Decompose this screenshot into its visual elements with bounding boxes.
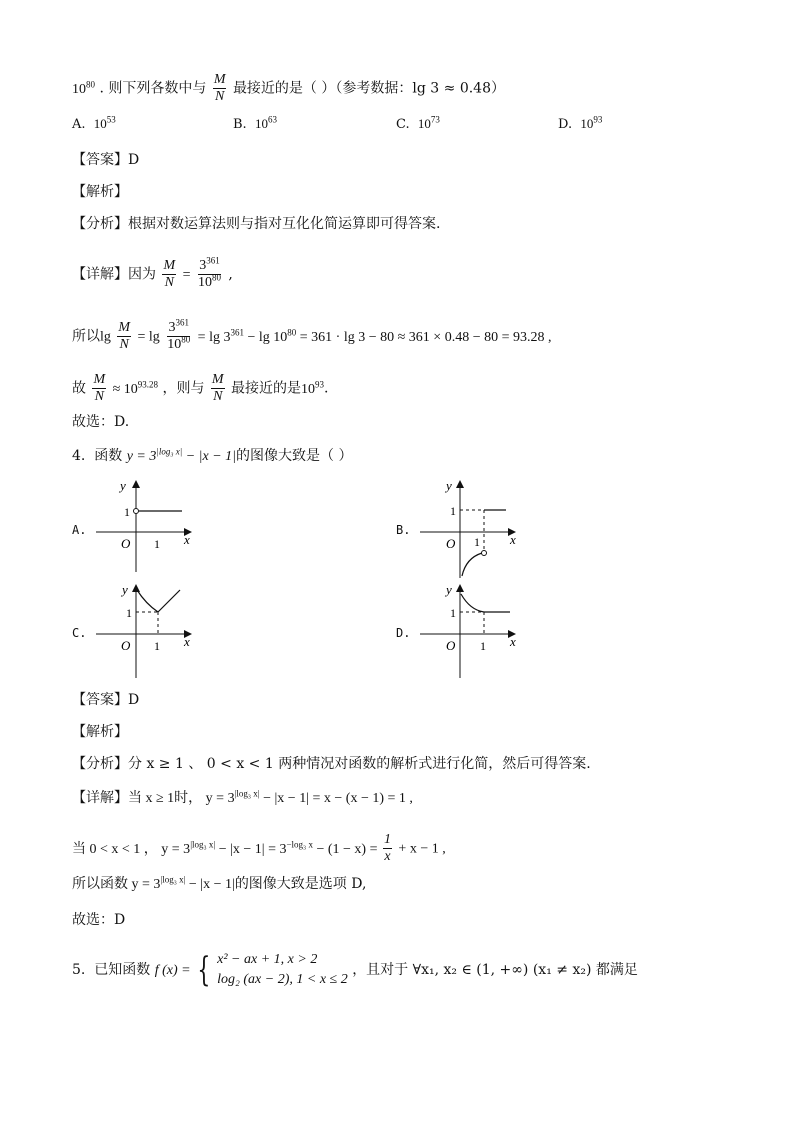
q4-xiangjie-line3: 所以函数 $y = 3^{|log_3 x|} - |x - 1|$的图像大致是选项 D, xyxy=(72,874,367,892)
svg-text:1: 1 xyxy=(126,606,132,620)
q4-option-d-label: D. xyxy=(396,626,411,640)
q4-analysis-heading: 【解析】 xyxy=(72,724,128,740)
svg-text:O: O xyxy=(121,536,131,551)
svg-text:1: 1 xyxy=(124,505,130,519)
svg-text:x: x xyxy=(184,634,190,649)
svg-text:y: y xyxy=(120,478,126,493)
q3-derivation: 所以lg $\frac{M}{N}$ = lg $\frac{3^{361}}{10^{80}}$ = $\lg 3^{361} - \lg 10^{80} = 361 \cdot \lg 3 - 80 \approx 361 \times 0.48 - 80 = 93.28$ , xyxy=(72,317,552,352)
svg-text:1: 1 xyxy=(154,537,160,551)
q3-choice: 故选：D. xyxy=(72,414,130,430)
q3-stem-text1: . 则下列各数中与 xyxy=(99,80,207,97)
q3-analysis-heading: 【解析】 xyxy=(72,184,128,200)
q3-stem-text2: 最接近的是（ ）（参考数据：lg 3 ≈ 0.48） xyxy=(232,80,505,97)
q3-option-c: C. $10^{73}$ xyxy=(396,114,440,132)
q5-piecewise: x² − ax + 1, x > 2 log₂ (ax − 2), 1 < x ≤ 2 xyxy=(217,952,348,987)
q4-xiangjie-line2: 当 0 < x < 1 ， $y = 3^{|log_3 x|} - |x - 1| = 3^{-log_3 x} - (1 - x)$ = $\frac{1}{x}$ + x − 1 , xyxy=(72,832,446,864)
q3-option-d: D. $10^{93}$ xyxy=(558,114,603,132)
q3-xiangjie: 【详解】因为 $\frac{M}{N}$ = $\frac{3^{361}}{10^{80}}$ , xyxy=(72,255,233,290)
svg-text:1: 1 xyxy=(450,504,456,518)
q4-stem: 4. 函数 $y = 3^{|log_3 x|} - |x - 1|$的图像大致是（ ） xyxy=(72,446,353,464)
svg-text:x: x xyxy=(510,634,516,649)
svg-text:O: O xyxy=(121,638,131,653)
q4-option-a-label: A. xyxy=(72,523,87,537)
q3-option-b: B. $10^{63}$ xyxy=(233,114,277,132)
svg-text:O: O xyxy=(446,536,456,551)
q3-stem xyxy=(72,72,505,105)
q4-xiangjie-line1: 【详解】当 x ≥ 1时， $y = 3^{|log_3 x|} - |x - 1| = x - (x - 1) = 1$ , xyxy=(72,788,413,806)
q3-stem-lead: $10^{80}$ xyxy=(72,78,95,97)
svg-text:y: y xyxy=(122,582,128,597)
q3-option-a: A. $10^{53}$ xyxy=(72,114,116,132)
q3-stem-fraction: $\frac{M}{N}$ xyxy=(213,72,226,104)
q4-graph-d xyxy=(414,580,524,680)
q4-answer: 【答案】D xyxy=(72,692,140,708)
svg-text:O: O xyxy=(446,638,456,653)
svg-text:y: y xyxy=(446,582,452,597)
q3-conclusion: 故 $\frac{M}{N}$ ≈ $10^{93.28}$ ，则与 $\frac{M}{N}$ 最接近的是$10^{93}$. xyxy=(72,372,329,404)
svg-text:1: 1 xyxy=(474,535,480,549)
q4-choice: 故选：D xyxy=(72,912,126,928)
q4-graph-b xyxy=(414,476,524,581)
svg-text:1: 1 xyxy=(480,639,486,653)
q4-graph-a xyxy=(90,476,200,576)
q3-answer: 【答案】D xyxy=(72,152,140,168)
svg-text:y: y xyxy=(446,478,452,493)
q3-fenxi: 【分析】根据对数运算法则与指对互化化简运算即可得答案. xyxy=(72,216,441,232)
q4-fenxi: 【分析】分 x ≥ 1 、 0 < x < 1 两种情况对函数的解析式进行化简，然后可得答案. xyxy=(72,756,591,772)
svg-text:1: 1 xyxy=(450,606,456,620)
q4-graph-c xyxy=(90,580,200,680)
svg-text:x: x xyxy=(184,532,190,547)
q4-option-b-label: B. xyxy=(396,523,411,537)
svg-text:1: 1 xyxy=(154,639,160,653)
q5-stem: 5. 已知函数 f (x) = { x² − ax + 1, x > 2 log₂ (ax − 2), 1 < x ≤ 2 ，且对于 ∀x₁, x₂ ∈ (1, +∞) (x₁ ≠ x₂) 都满足 xyxy=(72,950,638,990)
q4-option-c-label: C. xyxy=(72,626,87,640)
svg-text:x: x xyxy=(510,532,516,547)
